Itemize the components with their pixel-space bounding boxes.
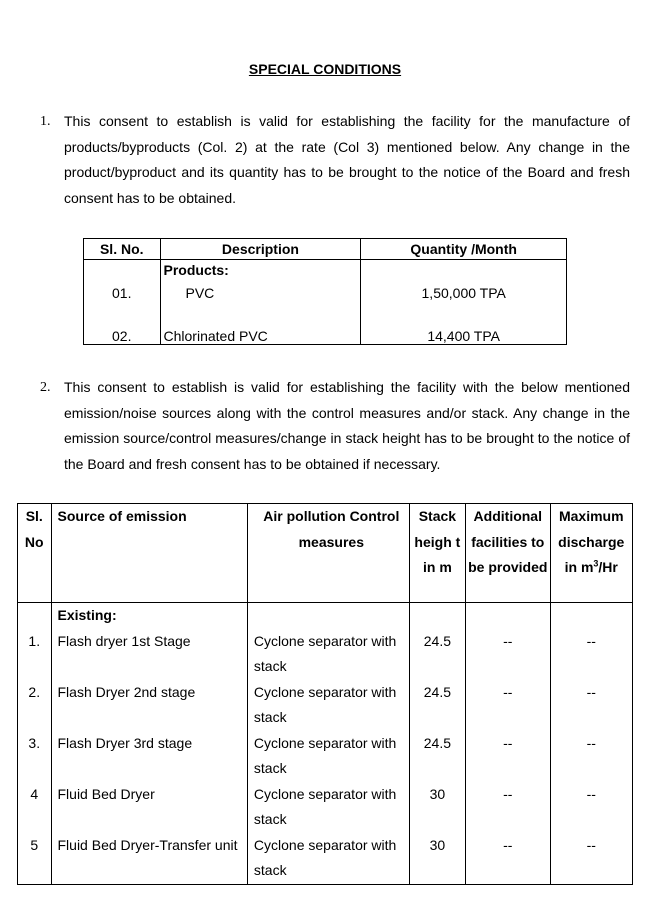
additional-cell: -- [466, 629, 550, 680]
max-discharge-cell: -- [550, 833, 633, 885]
stack-height-cell: 30 [409, 833, 465, 885]
additional-cell: -- [466, 782, 550, 833]
control-cell: Cyclone separator with stack [247, 782, 409, 833]
additional-cell: -- [466, 680, 550, 731]
source-cell: Flash Dryer 2nd stage [51, 680, 247, 731]
condition-text: This consent to establish is valid for establishing the facility with the below mentioned emission/noise sources along with the control measures and/or stack. Any change in the emission source/control measures/change in stack height has to be brought to the notice of the Board and fresh consent has to be obtained if necessary. [64, 379, 630, 472]
source-cell: Fluid Bed Dryer-Transfer unit [51, 833, 247, 885]
section-label: Existing: [51, 603, 247, 629]
table-row [18, 731, 633, 782]
source-cell: Flash dryer 1st Stage [51, 629, 247, 680]
stack-height-cell: 24.5 [409, 629, 465, 680]
source-cell: Fluid Bed Dryer [51, 782, 247, 833]
table-row [84, 260, 567, 302]
stack-height-cell: 24.5 [409, 680, 465, 731]
table-header-row [18, 504, 633, 603]
column-header-source: Source of emission [51, 504, 247, 603]
column-header-max-discharge: Maximum discharge in $m^3/Hr$ [550, 504, 633, 603]
sl-no-cell: 01. [112, 285, 132, 301]
emission-table [17, 503, 633, 885]
condition-1 [40, 109, 630, 211]
quantity-cell: 14,400 TPA [361, 301, 567, 345]
max-discharge-cell: -- [550, 629, 633, 680]
column-header-additional: Additional facilities to be provided [466, 504, 550, 603]
description-cell: PVC [185, 285, 215, 301]
column-header-sl-no: Sl. No [18, 504, 52, 603]
sl-no-cell: 02. [84, 301, 161, 345]
product-table [83, 238, 567, 345]
description-cell: Chlorinated PVC [160, 301, 361, 345]
table-row [18, 680, 633, 731]
column-header-description: Description [160, 239, 361, 260]
additional-cell: -- [466, 731, 550, 782]
stack-height-cell: 24.5 [409, 731, 465, 782]
table-row [18, 782, 633, 833]
additional-cell: -- [466, 833, 550, 885]
sl-no-cell: 4 [18, 782, 52, 833]
quantity-cell: 1,50,000 TPA [421, 285, 506, 301]
condition-number: 1. [40, 114, 51, 129]
condition-text: This consent to establish is valid for establishing the facility for the manufacture of products/byproducts (Col. 2) at the rate (Col 3) mentioned below. Any change in the product/byproduct and its quantity has to be brought to the notice of the Board and fresh consent has to be obtained. [64, 113, 630, 206]
column-header-sl-no: Sl. No. [84, 239, 161, 260]
sl-no-cell: 5 [18, 833, 52, 885]
control-cell: Cyclone separator with stack [247, 731, 409, 782]
condition-2 [40, 375, 630, 477]
table-row [18, 629, 633, 680]
stack-height-cell: 30 [409, 782, 465, 833]
condition-number: 2. [40, 380, 51, 395]
table-row [18, 833, 633, 885]
section-label: Products: [163, 262, 229, 278]
sl-no-cell: 3. [18, 731, 52, 782]
max-discharge-cell: -- [550, 782, 633, 833]
sl-no-cell: 1. [18, 629, 52, 680]
max-discharge-cell: -- [550, 680, 633, 731]
control-cell: Cyclone separator with stack [247, 833, 409, 885]
section-row [18, 603, 633, 629]
column-header-quantity: Quantity /Month [361, 239, 567, 260]
source-cell: Flash Dryer 3rd stage [51, 731, 247, 782]
sl-no-cell: 2. [18, 680, 52, 731]
page-title: SPECIAL CONDITIONS [248, 61, 402, 77]
table-header-row [84, 239, 567, 260]
control-cell: Cyclone separator with stack [247, 629, 409, 680]
max-discharge-cell: -- [550, 731, 633, 782]
table-row [84, 301, 567, 345]
control-cell: Cyclone separator with stack [247, 680, 409, 731]
column-header-control: Air pollution Control measures [247, 504, 409, 603]
column-header-stack-height: Stack heigh t in m [409, 504, 465, 603]
